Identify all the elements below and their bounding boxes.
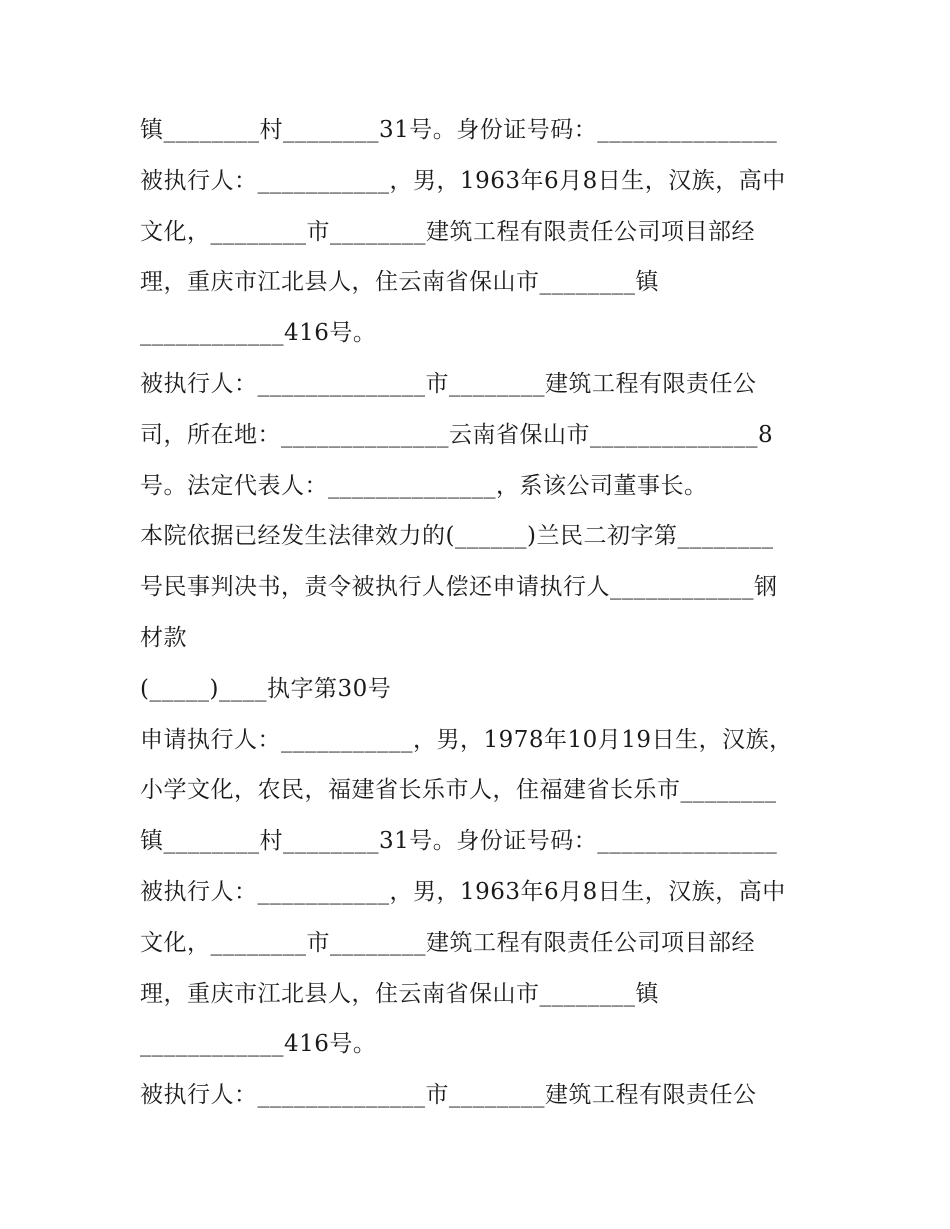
text-line: 被执行人：______________市________建筑工程有限责任公 [140,1082,757,1109]
case-number-heading: (_____)____执字第30号 [140,675,392,702]
text-line: 号民事判决书，责令被执行人偿还申请执行人____________钢 [140,574,778,601]
text-line: 申请执行人：___________，男，1978年10月19日生，汉族， [140,726,793,753]
text-line: 号。法定代表人：______________，系该公司董事长。 [140,472,708,499]
text-line: 被执行人：___________，男，1963年6月8日生，汉族，高中 [140,167,786,194]
text-line: 文化，________市________建筑工程有限责任公司项目部经 [140,218,755,245]
text-line: 理，重庆市江北县人，住云南省保山市________镇 [140,980,659,1007]
text-line: 被执行人：______________市________建筑工程有限责任公 [140,370,757,397]
text-line: 材款 [140,624,187,651]
text-line: 小学文化，农民，福建省长乐市人，住福建省长乐市________ [140,777,777,804]
text-line: ____________416号。 [140,320,377,347]
text-line: 镇________村________31号。身份证号码：_______________ [140,117,778,143]
text-line: ____________416号。 [140,1031,377,1058]
text-line: 被执行人：___________，男，1963年6月8日生，汉族，高中 [140,878,786,905]
text-line: 司，所在地：______________云南省保山市______________8 [140,421,774,448]
text-line: 本院依据已经发生法律效力的(______)兰民二初字第________ [140,523,774,550]
text-line: 镇________村________31号。身份证号码：_______________ [140,828,778,855]
text-line: 文化，________市________建筑工程有限责任公司项目部经 [140,929,755,956]
document-body [140,105,820,1121]
text-line: 理，重庆市江北县人，住云南省保山市________镇 [140,269,659,296]
